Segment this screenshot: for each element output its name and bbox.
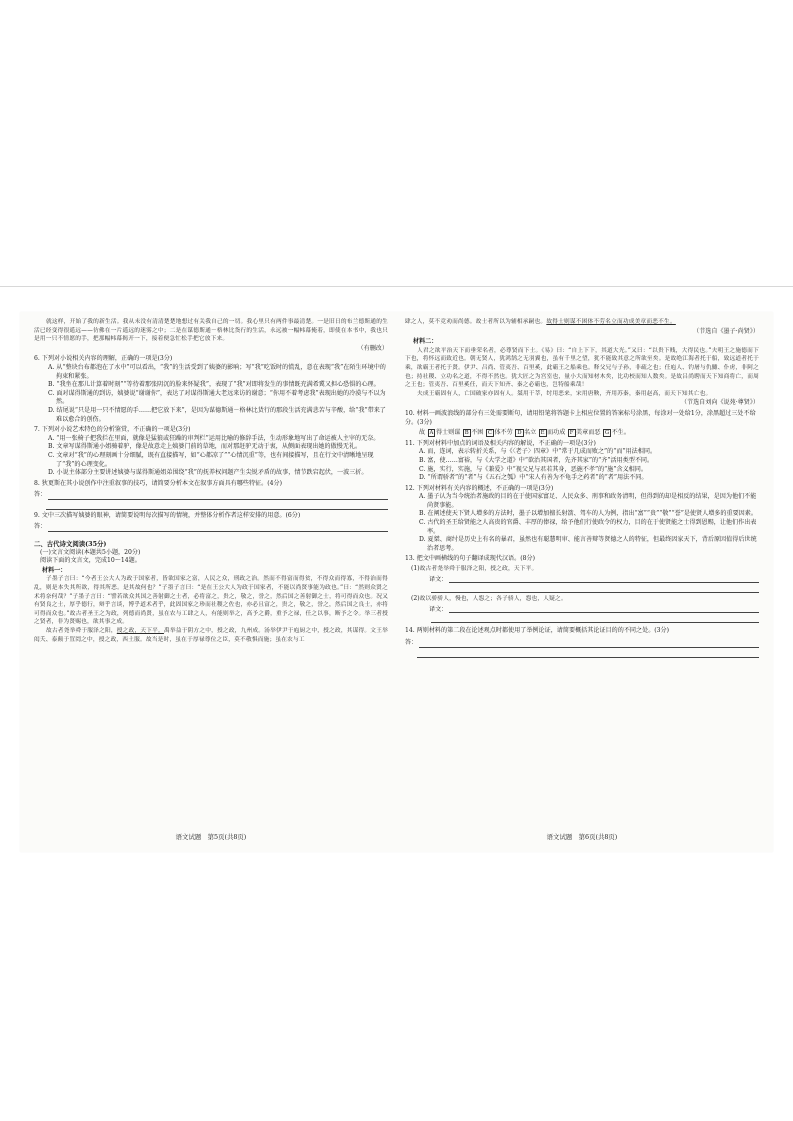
q13-translation-1[interactable]: 译文： xyxy=(405,576,759,585)
question-6-stem: 6. 下列对小说相关内容的理解，正确的一项是(3分) xyxy=(34,355,173,363)
q13-translation-2[interactable]: 译文： xyxy=(405,606,759,615)
break-box-f[interactable]: F xyxy=(569,430,574,437)
q8-answer-line[interactable] xyxy=(34,491,388,500)
q13-sentence-2: (2)故以骄骄人，慢也，人怨之；各子骄人，怨也，人疑之。 xyxy=(411,595,567,603)
q9-answer-line[interactable] xyxy=(34,523,388,532)
question-9-stem: 9. 文中三次描写姨婆的眼神，请简要说明每次描写的情境，并整体分析作者这样安排的用意。(6分) xyxy=(34,511,301,519)
material-1-text: 子墨子言曰：“今者王公大人为政于国家者，皆欲国家之富，人民之众，刑政之治。然而不得富而得贫，不得众而得寡，不得治而得乱，则是本失其所欲，得其所恶。是其故何也？”子墨子言曰：“是在王公大人为政于国家者，不能以尚贤事能为政也。”曰：“然则众贤之术将奈何哉？”子墨子言曰：“譬若欲众其国之善射御之士者，必将富之，贵之，敬之，誉之，然后国之善射御之士，将可得而众也。况又有贤良之士，厚乎德行，辩乎言谈，博乎道术者乎，此固国家之珍而社稷之佐也，亦必且富之，贵之，敬之，誉之，然后国之良士，亦将可得而众也。”故古者圣王之为政，列德而尚贤，虽在农与工肆之人，有能则举之，高予之爵，重予之禄，任之以事，断予之令。举三者授之贤者，非为贤赐也，欲其事之成。 xyxy=(34,576,388,626)
q7-option-c: C. 文章对“我”的心理刻画十分细腻，既有直接描写，如“心都凉了”“心情沉重”等，也有间接描写，且在行文中清晰地呈现了“我”的心理变化。 xyxy=(48,451,374,468)
right-page xyxy=(405,318,759,658)
q7-option-d: D. 小说主体部分主要讲述姨婆与谋得斯通姐弟围绕“我”的抚养权问题产生尖锐矛盾的故事，情节跌宕起伏，一波三折。 xyxy=(48,469,368,477)
question-7-options xyxy=(34,435,388,478)
answer-label: 答： xyxy=(34,491,47,499)
left-page xyxy=(34,318,388,644)
section-2-title: 二、古代诗文阅读(35分) xyxy=(34,540,107,549)
question-13-stem: 13. 把文中画横线的句子翻译成现代汉语。(8分) xyxy=(405,555,535,563)
q6-option-d: D. 结尾说“只是用一只不情愿的手……把它放下来”，是因为谋德斯通－格林比货行的那段生活充满悲苦与辛酸，给“我”带来了难以愈合的创伤。 xyxy=(48,406,386,423)
break-box-e[interactable]: E xyxy=(540,430,545,437)
question-6-options xyxy=(34,364,388,424)
break-box-a[interactable]: A xyxy=(429,430,434,437)
question-12-stem: 12. 下列对材料有关内容的概述，不正确的一项是(3分) xyxy=(405,484,554,492)
q6-option-c: C. 面对谋得斯通的到访，姨婆说“谢谢你”，表达了对谋得斯通大老远来访的谢意；“你用不着考虑我”表现出她的冷漠与不以为然。 xyxy=(48,389,386,406)
answer-label: 答： xyxy=(34,523,47,531)
q11-option-c: C. 施，实行，实施，与《兼爱》中“视父兄与君若其身，恶施不孝”的“施”含义相同。 xyxy=(419,465,647,473)
break-box-b[interactable]: B xyxy=(464,430,469,437)
scan-edge xyxy=(0,286,793,287)
section-2a-title: (一)文言文阅读(本题共5小题，20分) xyxy=(40,548,141,556)
story-ending: 就这样，开始了我的新生活。我从未没有清清楚楚地想过有关我自己的一切。我心里只有两件事最清楚。一是旧日的布兰德斯通的生活已经变得很遥远——彷佛在一片遥远的迷雾之中；二是在谋德斯通－格林比货行的生活，永远被一幅帏幕掩着，即使在本书中，我也只是用一只不情愿的手，把那幅帏幕揭开一下，接着便急忙松手把它放下来。 xyxy=(34,319,388,343)
q14-answer-line-2[interactable] xyxy=(417,649,759,658)
material-2-text: 人君之欲平治天下而垂荣名者，必尊贤而下士。《易》曰：“自上下下，其道大光。”又曰：“以贵下贱，大得民也。”夫明王之施德而下下也，将怀远而致近也。朝无贤人，犹鸿鹄之无羽翼也，虽有千里之望，犹不能致其意之所欲至矣。是故绝江海者托于船，致远道者托于乘，欲霸王者托于贤。伊尹、吕尚、管夷吾、百里奚，此霸王之船乘也。释父兄与子孙，非疏之也；任庖人、钓屠与仇雠、仆虏，非阿之也；持社稷、立功名之道，不得不然也。犹大匠之为宫室也，量小大而知材木矣，比功校而知人数矣。是故吕尚聘而天下知商将亡，而周之王也；管夷吾、百里奚任，而天下知齐、秦之必霸也，岂特船乘哉！ xyxy=(405,347,759,389)
q7-option-b: B. 文章写谋得斯通小姐骑着驴，像是故意走上姨婆门前的草地，而对那赶驴无动于衷，从侧面表现出她的傲慢无礼。 xyxy=(48,443,362,451)
source-shuoyuan: （节选自刘向《说苑·尊贤》） xyxy=(680,399,759,407)
wavy-line-sentence: 故得士则谋不困体不劳名立而功成美章而恶不生。 xyxy=(546,319,676,325)
q12-option-d: D. 夏桀、商纣是历史上有名的暴君，虽然也有聪慧明审、能言善辩等贤德之人的特征，但最终因家天下，背后原因值得后世统治者思考。 xyxy=(419,536,757,552)
q12-option-a: A. 墨子认为当今统治者施政的目的在于使国家富足、人民众多、刑事和政务清明，但得到的却是相反的结果，是因为他们不能尚贤事能。 xyxy=(419,493,757,509)
break-box-g[interactable]: G xyxy=(604,430,610,437)
q8-answer-line-2[interactable] xyxy=(46,501,388,510)
material-1-text-b: 故古者尧举舜于服泽之阳，授之政，天下平。禹举益于阴方之中，授之政，九州成。汤举伊尹于庖厨之中，授之政，其谋得。文王举闳夭、泰颠于罝罔之中，授之政，西土服。故当是时，虽在于厚禄尊位之臣，莫不敬惧而施；虽在农与工 xyxy=(34,628,388,643)
material-2-text-b: 夫成王霸固有人，亡国破家亦固有人。桀用干莘，纣用恶来，宋用唐鞅，齐用苏秦，秦用赵高，而天下知其亡也。 xyxy=(417,390,712,397)
question-10-stem: 10. 材料一画波浪线的部分有三处需要断句，请用铅笔将答题卡上相应位置的答案标号涂黑，每涂对一处给1分，涂黑超过三处不给分。(3分) xyxy=(405,409,756,426)
question-14-stem: 14. 两则材料的第二段在论述观点时都使用了举例论证，请简要概括其论证目的的不同之处。(3分) xyxy=(405,627,670,635)
source-mozi: （节选自《墨子·尚贤》） xyxy=(693,327,759,335)
material-1-continuation: 肆之人，莫不竞劝而尚德。故士者所以为辅相承嗣也。故得士则谋不困体不劳名立而功成美章而恶不生。 xyxy=(405,319,676,325)
q13-sentence-1: (1)故古者尧举舜于服泽之阳，授之政，天下平。 xyxy=(411,565,538,573)
source-note: （有删改） xyxy=(357,344,388,352)
q11-option-b: B. 富，使……富裕，与《大学之道》中“欲治其国者，先齐其家”的“齐”活用类型不同。 xyxy=(419,456,654,464)
q6-option-b: B. “我坐在那儿计算着时刻”“等待着那张阴沉的脸来怀疑我”，表现了“我”对即将发生的事情既充满希冀又担心恐惧的心理。 xyxy=(48,381,380,389)
material-2-title: 材料二： xyxy=(413,338,438,346)
q13-translation-1-line-2[interactable] xyxy=(405,586,759,593)
reading-instruction: 阅读下面的文言文，完成10～14题。 xyxy=(40,557,141,565)
question-11-options xyxy=(405,448,759,482)
material-1-title: 材料一： xyxy=(42,566,67,574)
page-footer-right: 语文试题 第6页(共8页) xyxy=(546,833,618,841)
question-12-options xyxy=(405,493,759,553)
q12-option-c: C. 古代的圣王给贤能之人高贵的官爵、丰厚的俸禄，给予他们行使政令的权力，目的在于使贤能之士得到恩赐，让他们作出表率。 xyxy=(419,519,757,535)
q10-segmented-sentence: 故 A 得士则谋 B 不困 C 体不劳 D 名立 E 而功成 F 美章而恶 G 不生。 xyxy=(419,429,630,437)
q12-option-b: B. 在阐述使天下贤人增多的方法时，墨子以增加擅长射箭、驾车的人为例，指出“富”“贵”“敬”“誉”是使贤人增多的重要因素。 xyxy=(419,510,757,518)
page-footer-left: 语文试题 第5页(共8页) xyxy=(175,833,247,841)
answer-label: 答： xyxy=(405,639,418,646)
q13-translation-2-line-2[interactable] xyxy=(405,616,759,623)
q7-option-a: A. “用一张椅子把我拦在里面，就像是猛狼或狂躁的审判栏”运用比喻的修辞手法，生动形象地写出了命运被人主宰的无奈。 xyxy=(48,434,380,442)
question-8-stem: 8. 狄更斯在其小说创作中注重叙事的技巧，请简要分析本文在叙事方面具有哪些特征。(4分) xyxy=(34,479,282,487)
q11-option-a: A. 而，连词，表示转折关系，与《〈老子〉四章》中“常于几成而败之”的“而”用法相同。 xyxy=(419,448,657,456)
break-box-d[interactable]: D xyxy=(517,430,522,437)
break-box-c[interactable]: C xyxy=(487,430,492,437)
question-11-stem: 11. 下列对材料中加点的词语及相关内容的解说，不正确的一项是(3分) xyxy=(405,439,596,447)
question-7-stem: 7. 下列对小说艺术特色的分析鉴赏，不正确的一项是(3分) xyxy=(34,426,191,434)
q6-option-a: A. 从“整块台布都泡在了水中”可以看出，“我”的生活受到了姨婆的影响；写“我”吃饭时的慌乱，意在表现“我”在陌生环境中的拘束和紧张。 xyxy=(48,363,386,380)
q14-answer-line[interactable] xyxy=(405,639,759,648)
underlined-sentence-1: 授之政，天下平。 xyxy=(116,628,164,634)
q11-option-d: D. “所谓骄者”的“者”与《五石之瓠》中“宋人有善为不龟手之药者”的“者”用法不同。 xyxy=(419,474,648,482)
